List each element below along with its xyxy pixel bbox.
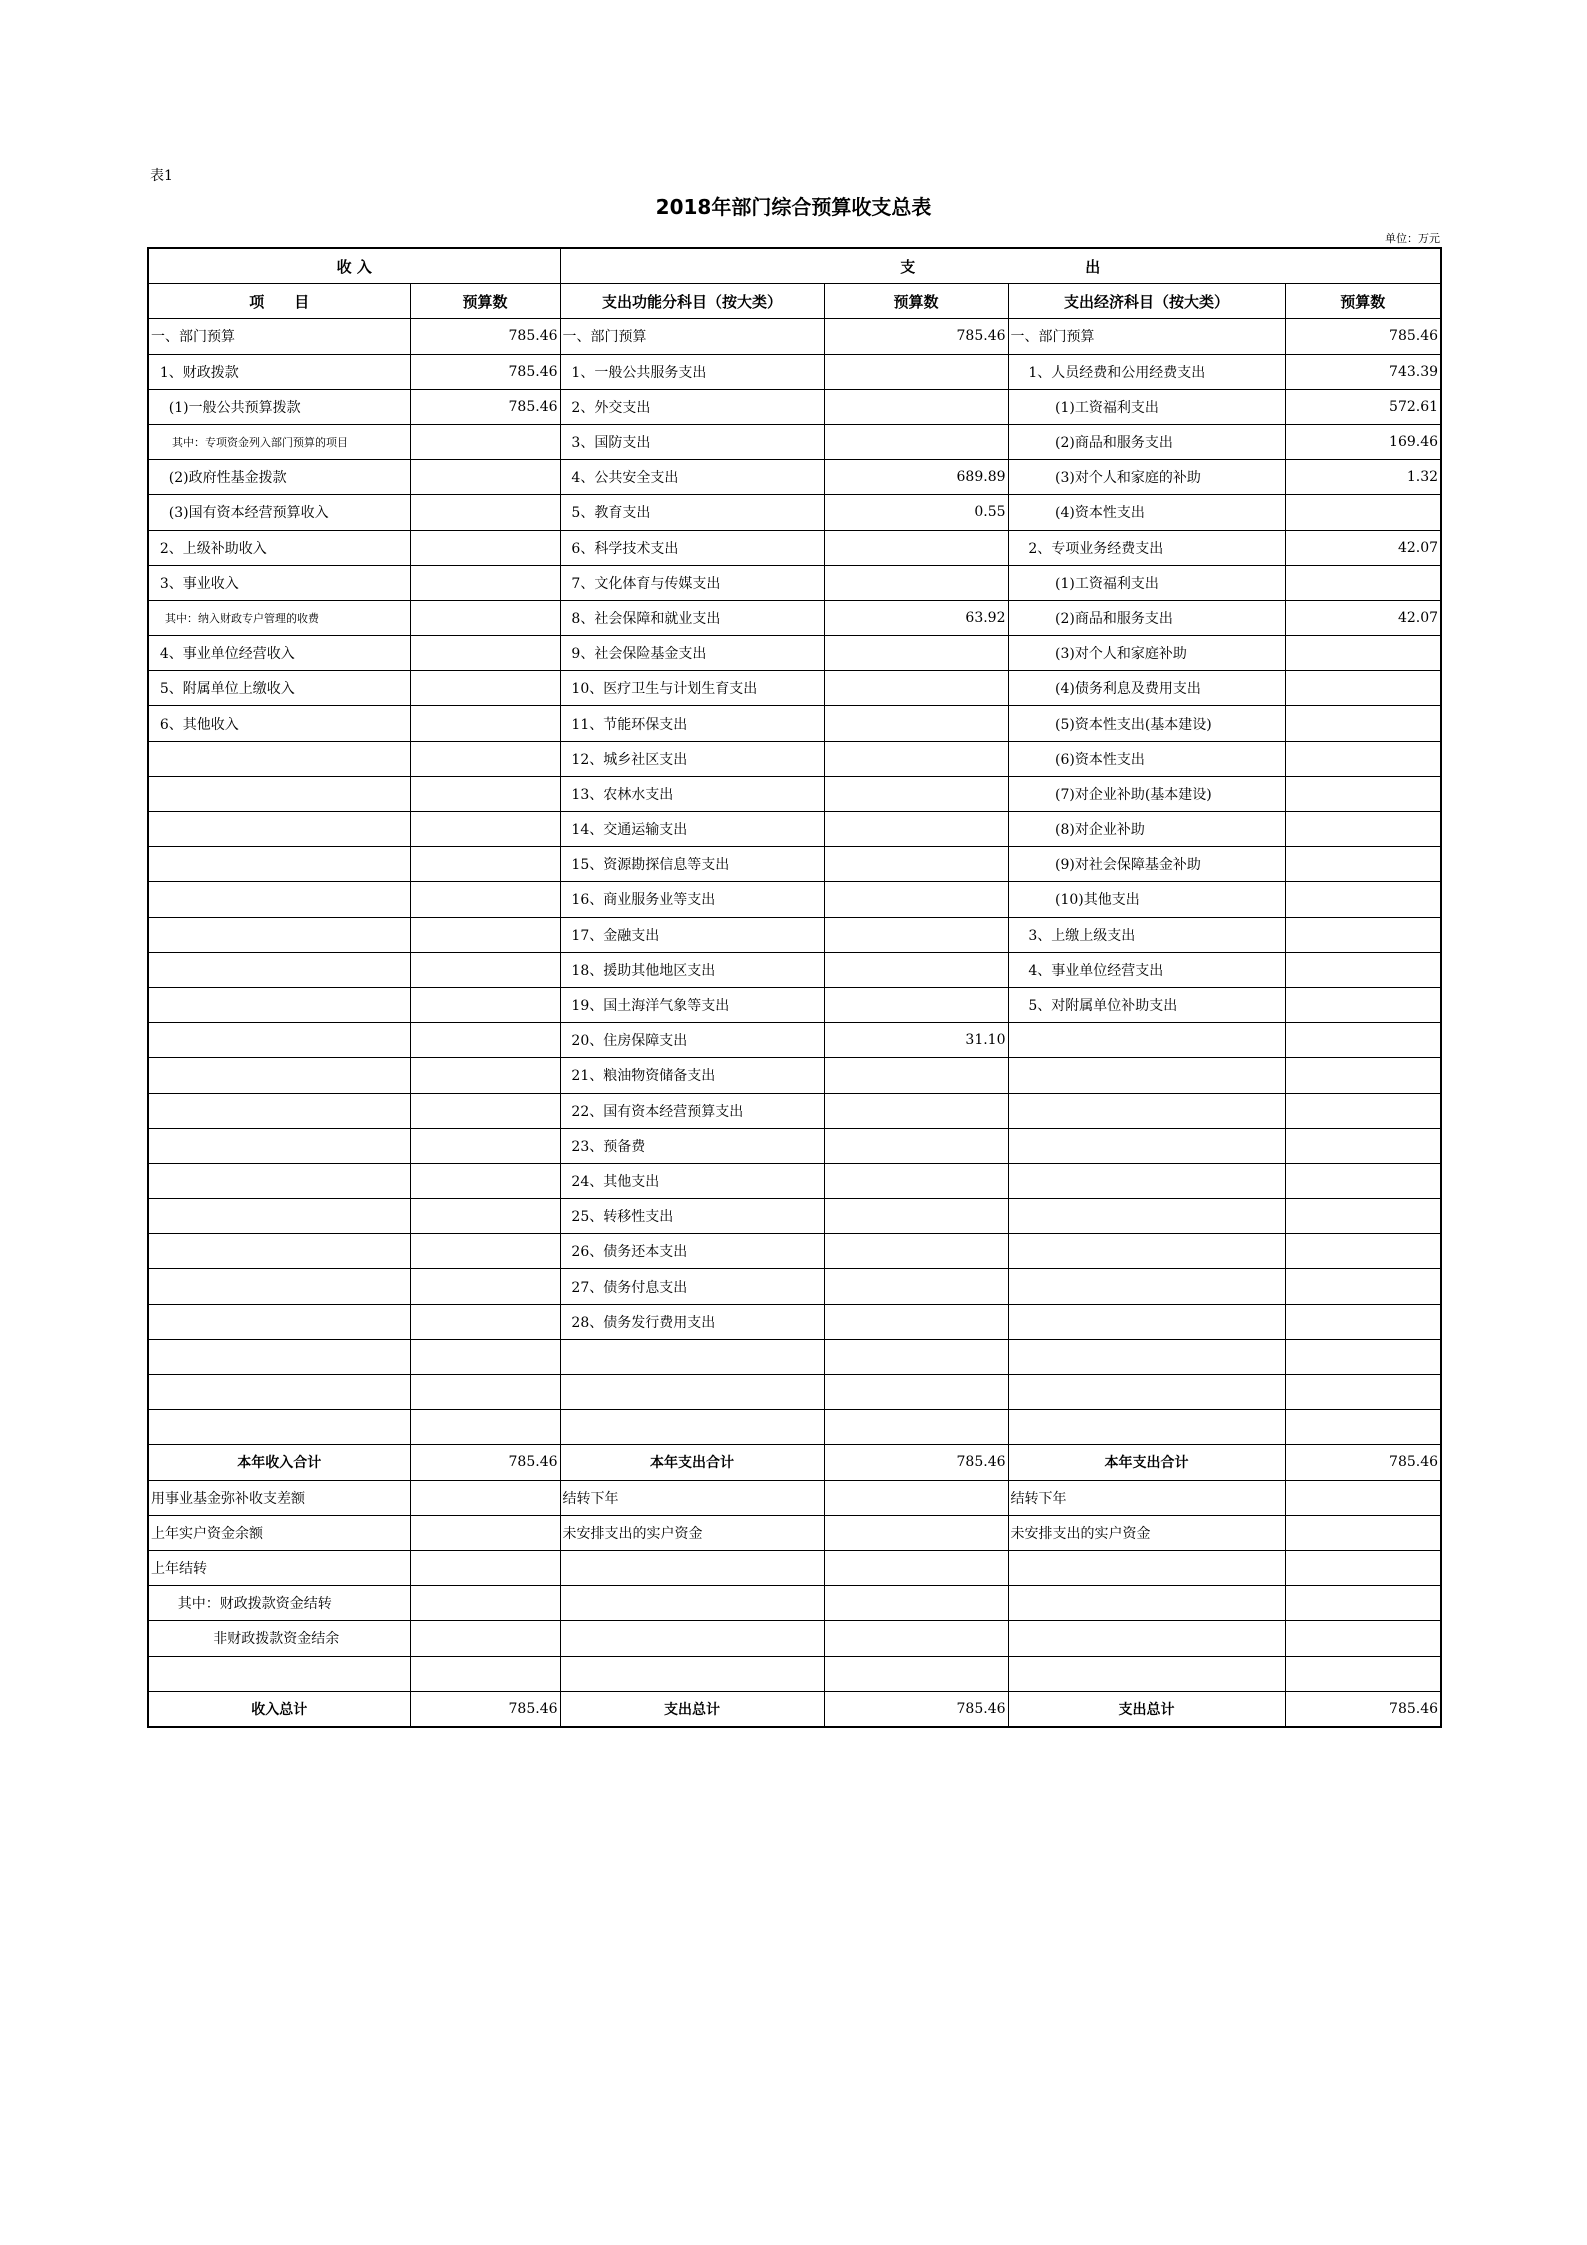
table-cell <box>148 1234 410 1269</box>
table-cell <box>410 671 560 706</box>
table-cell: 16、商业服务业等支出 <box>560 882 824 917</box>
table-cell <box>410 1550 560 1585</box>
table-cell: (3)对个人和家庭补助 <box>1008 636 1285 671</box>
table-cell <box>1008 1656 1285 1691</box>
table-cell: 4、事业单位经营收入 <box>148 636 410 671</box>
table-cell: (9)对社会保障基金补助 <box>1008 847 1285 882</box>
table-cell <box>824 1269 1008 1304</box>
table-row <box>148 1375 1441 1410</box>
table-row <box>148 987 1441 1022</box>
table-cell: 13、农林水支出 <box>560 776 824 811</box>
table-cell: 31.10 <box>824 1023 1008 1058</box>
table-cell: 上年实户资金余额 <box>148 1515 410 1550</box>
table-row <box>148 1586 1441 1621</box>
expense-group-header-left: 支 <box>900 257 916 276</box>
table-cell <box>824 1480 1008 1515</box>
table-cell: 其中：纳入财政专户管理的收费 <box>148 600 410 635</box>
table-cell <box>410 952 560 987</box>
table-cell <box>1285 1586 1441 1621</box>
table-cell <box>148 1375 410 1410</box>
table-cell <box>1285 1304 1441 1339</box>
table-row <box>148 1304 1441 1339</box>
table-row <box>148 636 1441 671</box>
table-cell: 4、事业单位经营支出 <box>1008 952 1285 987</box>
table-cell: 14、交通运输支出 <box>560 812 824 847</box>
table-cell <box>410 1058 560 1093</box>
expense-group-header-right: 出 <box>1085 257 1101 276</box>
table-cell <box>410 495 560 530</box>
table-cell <box>410 882 560 917</box>
table-cell: 785.46 <box>824 319 1008 354</box>
table-cell <box>410 706 560 741</box>
table-cell <box>410 636 560 671</box>
table-cell <box>824 671 1008 706</box>
table-row <box>148 530 1441 565</box>
table-cell: 未安排支出的实户资金 <box>1008 1515 1285 1550</box>
table-cell: 26、债务还本支出 <box>560 1234 824 1269</box>
table-cell: 785.46 <box>410 1445 560 1480</box>
table-cell <box>410 1304 560 1339</box>
table-cell <box>1008 1093 1285 1128</box>
table-cell <box>148 741 410 776</box>
table-cell <box>1285 636 1441 671</box>
table-cell: 2、上级补助收入 <box>148 530 410 565</box>
table-cell <box>1285 847 1441 882</box>
table-cell <box>1285 1163 1441 1198</box>
table-cell <box>1285 776 1441 811</box>
table-row <box>148 460 1441 495</box>
table-cell: 非财政拨款资金结余 <box>148 1621 410 1656</box>
table-cell: 5、附属单位上缴收入 <box>148 671 410 706</box>
table-cell: 未安排支出的实户资金 <box>560 1515 824 1550</box>
table-cell: 其中：财政拨款资金结转 <box>148 1586 410 1621</box>
table-cell <box>1285 1023 1441 1058</box>
table-cell: (1)一般公共预算拨款 <box>148 389 410 424</box>
table-row <box>148 1410 1441 1445</box>
table-cell: 结转下年 <box>560 1480 824 1515</box>
table-row <box>148 917 1441 952</box>
table-row <box>148 424 1441 459</box>
table-cell <box>148 812 410 847</box>
table-cell: 本年支出合计 <box>560 1445 824 1480</box>
table-cell: 42.07 <box>1285 600 1441 635</box>
table-cell <box>1008 1375 1285 1410</box>
table-cell: 收入总计 <box>148 1691 410 1727</box>
table-cell: 785.46 <box>410 389 560 424</box>
table-row <box>148 1339 1441 1374</box>
table-cell: 785.46 <box>410 354 560 389</box>
table-cell <box>410 741 560 776</box>
table-cell <box>148 987 410 1022</box>
table-row <box>148 1656 1441 1691</box>
table-cell <box>148 776 410 811</box>
table-cell: 17、金融支出 <box>560 917 824 952</box>
table-cell <box>1008 1199 1285 1234</box>
table-cell: 结转下年 <box>1008 1480 1285 1515</box>
table-cell <box>824 1128 1008 1163</box>
table-row <box>148 600 1441 635</box>
table-cell <box>148 1128 410 1163</box>
table-cell: (2)商品和服务支出 <box>1008 600 1285 635</box>
table-cell <box>824 776 1008 811</box>
table-cell <box>410 530 560 565</box>
table-cell: (2)政府性基金拨款 <box>148 460 410 495</box>
table-cell: 4、公共安全支出 <box>560 460 824 495</box>
table-cell <box>148 1023 410 1058</box>
table-cell <box>824 847 1008 882</box>
table-cell: 5、对附属单位补助支出 <box>1008 987 1285 1022</box>
table-cell <box>1008 1586 1285 1621</box>
table-row <box>148 319 1441 354</box>
table-cell <box>1008 1234 1285 1269</box>
table-row <box>148 1515 1441 1550</box>
table-cell <box>148 847 410 882</box>
column-header-item: 项 目 <box>148 284 410 319</box>
table-cell <box>1285 671 1441 706</box>
table-cell <box>1285 741 1441 776</box>
column-header-economic-subject: 支出经济科目（按大类） <box>1008 284 1285 319</box>
table-cell <box>148 882 410 917</box>
table-cell: 15、资源勘探信息等支出 <box>560 847 824 882</box>
table-cell <box>824 1093 1008 1128</box>
table-cell: 169.46 <box>1285 424 1441 459</box>
column-header-row <box>148 284 1441 319</box>
table-cell <box>1008 1550 1285 1585</box>
table-cell: 63.92 <box>824 600 1008 635</box>
table-cell: 1、人员经费和公用经费支出 <box>1008 354 1285 389</box>
table-cell: 785.46 <box>410 1691 560 1727</box>
table-cell <box>824 389 1008 424</box>
table-cell <box>410 1586 560 1621</box>
table-cell <box>1008 1410 1285 1445</box>
table-cell: 42.07 <box>1285 530 1441 565</box>
table-cell: 3、事业收入 <box>148 565 410 600</box>
table-cell <box>1285 1128 1441 1163</box>
table-cell <box>1285 1093 1441 1128</box>
table-cell <box>824 812 1008 847</box>
table-cell: 11、节能环保支出 <box>560 706 824 741</box>
table-cell <box>410 1023 560 1058</box>
column-header-function-subject: 支出功能分科目（按大类） <box>560 284 824 319</box>
expense-group-header <box>560 248 1441 284</box>
table-cell <box>148 1058 410 1093</box>
table-cell: 785.46 <box>410 319 560 354</box>
table-cell: 2、专项业务经费支出 <box>1008 530 1285 565</box>
column-header-budget: 预算数 <box>824 284 1008 319</box>
table-cell: (4)债务利息及费用支出 <box>1008 671 1285 706</box>
table-cell <box>410 812 560 847</box>
table-cell: (3)对个人和家庭的补助 <box>1008 460 1285 495</box>
table-row <box>148 776 1441 811</box>
table-cell <box>560 1375 824 1410</box>
table-cell: 9、社会保险基金支出 <box>560 636 824 671</box>
table-cell: (6)资本性支出 <box>1008 741 1285 776</box>
table-cell <box>148 1339 410 1374</box>
table-cell: 一、部门预算 <box>560 319 824 354</box>
table-row <box>148 812 1441 847</box>
table-cell <box>824 530 1008 565</box>
table-cell <box>1285 1621 1441 1656</box>
table-cell <box>410 1515 560 1550</box>
page-title: 2018年部门综合预算收支总表 <box>655 195 932 219</box>
table-cell <box>410 1375 560 1410</box>
table-cell: 21、粮油物资储备支出 <box>560 1058 824 1093</box>
table-cell <box>824 1199 1008 1234</box>
table-cell <box>410 847 560 882</box>
table-cell: (7)对企业补助(基本建设) <box>1008 776 1285 811</box>
table-cell <box>824 354 1008 389</box>
table-cell: 上年结转 <box>148 1550 410 1585</box>
table-cell: 20、住房保障支出 <box>560 1023 824 1058</box>
table-cell: 785.46 <box>1285 319 1441 354</box>
table-cell <box>148 1199 410 1234</box>
table-row <box>148 1691 1441 1727</box>
table-row <box>148 1550 1441 1585</box>
table-cell <box>410 1339 560 1374</box>
table-cell <box>824 1234 1008 1269</box>
table-cell <box>824 917 1008 952</box>
table-cell <box>410 776 560 811</box>
table-cell <box>410 917 560 952</box>
table-cell: (2)商品和服务支出 <box>1008 424 1285 459</box>
table-cell <box>410 1269 560 1304</box>
table-row <box>148 1058 1441 1093</box>
table-cell: (1)工资福利支出 <box>1008 389 1285 424</box>
table-cell <box>824 1550 1008 1585</box>
table-cell <box>410 600 560 635</box>
table-cell: 27、债务付息支出 <box>560 1269 824 1304</box>
table-cell <box>1285 1375 1441 1410</box>
table-cell: 689.89 <box>824 460 1008 495</box>
table-cell: 本年支出合计 <box>1008 1445 1285 1480</box>
table-cell <box>824 1586 1008 1621</box>
table-row <box>148 1163 1441 1198</box>
table-cell: 7、文化体育与传媒支出 <box>560 565 824 600</box>
table-cell <box>148 1304 410 1339</box>
table-cell <box>824 1621 1008 1656</box>
table-cell: 5、教育支出 <box>560 495 824 530</box>
table-cell <box>824 1058 1008 1093</box>
table-cell <box>1285 1234 1441 1269</box>
table-cell <box>1008 1621 1285 1656</box>
table-cell <box>148 1656 410 1691</box>
table-cell: 1、财政拨款 <box>148 354 410 389</box>
unit-label: 单位：万元 <box>1385 232 1440 245</box>
table-cell <box>1285 1199 1441 1234</box>
table-cell: 用事业基金弥补收支差额 <box>148 1480 410 1515</box>
table-row <box>148 706 1441 741</box>
table-cell <box>824 706 1008 741</box>
table-cell <box>1285 495 1441 530</box>
table-cell: 785.46 <box>824 1691 1008 1727</box>
table-cell <box>410 1410 560 1445</box>
table-cell <box>1008 1163 1285 1198</box>
table-cell <box>1285 917 1441 952</box>
table-cell: 3、上缴上级支出 <box>1008 917 1285 952</box>
table-cell <box>410 1199 560 1234</box>
table-cell: (3)国有资本经营预算收入 <box>148 495 410 530</box>
table-row <box>148 741 1441 776</box>
table-cell: (8)对企业补助 <box>1008 812 1285 847</box>
table-cell: 8、社会保障和就业支出 <box>560 600 824 635</box>
table-cell <box>1285 987 1441 1022</box>
table-cell: 785.46 <box>1285 1445 1441 1480</box>
table-cell: 6、其他收入 <box>148 706 410 741</box>
table-cell: 2、外交支出 <box>560 389 824 424</box>
table-cell <box>148 1269 410 1304</box>
table-row <box>148 1093 1441 1128</box>
table-cell: 一、部门预算 <box>148 319 410 354</box>
table-cell: 本年收入合计 <box>148 1445 410 1480</box>
table-cell <box>148 952 410 987</box>
table-row <box>148 495 1441 530</box>
table-cell <box>824 987 1008 1022</box>
table-cell: (5)资本性支出(基本建设) <box>1008 706 1285 741</box>
table-cell <box>824 1656 1008 1691</box>
header-group-row <box>148 248 1441 284</box>
table-row <box>148 354 1441 389</box>
page-label: 表1 <box>150 168 173 184</box>
table-cell <box>410 1234 560 1269</box>
table-cell <box>824 952 1008 987</box>
table-row <box>148 952 1441 987</box>
table-cell: 1、一般公共服务支出 <box>560 354 824 389</box>
table-cell: 743.39 <box>1285 354 1441 389</box>
table-row <box>148 1269 1441 1304</box>
table-cell <box>824 1375 1008 1410</box>
table-cell: 785.46 <box>1285 1691 1441 1727</box>
table-cell <box>1285 952 1441 987</box>
table-cell <box>1285 1515 1441 1550</box>
table-cell <box>1285 1656 1441 1691</box>
table-cell <box>824 1339 1008 1374</box>
table-cell <box>1008 1128 1285 1163</box>
table-cell <box>1285 565 1441 600</box>
table-cell <box>1285 1410 1441 1445</box>
table-cell: 785.46 <box>824 1445 1008 1480</box>
table-cell <box>560 1339 824 1374</box>
table-cell: 572.61 <box>1285 389 1441 424</box>
table-cell <box>410 1480 560 1515</box>
column-header-budget: 预算数 <box>1285 284 1441 319</box>
table-cell <box>410 987 560 1022</box>
table-cell: 18、援助其他地区支出 <box>560 952 824 987</box>
table-cell <box>1008 1058 1285 1093</box>
table-cell <box>410 1093 560 1128</box>
table-cell <box>560 1550 824 1585</box>
table-cell <box>1008 1339 1285 1374</box>
table-cell <box>1285 1269 1441 1304</box>
table-cell: 10、医疗卫生与计划生育支出 <box>560 671 824 706</box>
table-row <box>148 1480 1441 1515</box>
table-cell: (1)工资福利支出 <box>1008 565 1285 600</box>
income-group-header: 收 入 <box>148 248 560 284</box>
table-cell <box>560 1656 824 1691</box>
table-row <box>148 882 1441 917</box>
table-cell <box>824 1515 1008 1550</box>
table-cell <box>1008 1304 1285 1339</box>
table-cell: 1.32 <box>1285 460 1441 495</box>
table-cell <box>410 1128 560 1163</box>
table-cell <box>1285 706 1441 741</box>
table-cell: 3、国防支出 <box>560 424 824 459</box>
table-cell: 23、预备费 <box>560 1128 824 1163</box>
table-row <box>148 389 1441 424</box>
table-cell <box>410 460 560 495</box>
table-cell <box>1285 1339 1441 1374</box>
table-cell <box>1285 1058 1441 1093</box>
table-row <box>148 1445 1441 1480</box>
table-cell <box>560 1410 824 1445</box>
table-cell <box>1285 1550 1441 1585</box>
table-row <box>148 1199 1441 1234</box>
table-cell <box>148 917 410 952</box>
table-row <box>148 847 1441 882</box>
table-cell <box>824 1304 1008 1339</box>
table-row <box>148 565 1441 600</box>
table-cell <box>560 1586 824 1621</box>
table-cell <box>1008 1269 1285 1304</box>
table-cell: 0.55 <box>824 495 1008 530</box>
table-cell: 6、科学技术支出 <box>560 530 824 565</box>
table-cell: 一、部门预算 <box>1008 319 1285 354</box>
table-cell <box>1285 882 1441 917</box>
table-cell <box>1008 1023 1285 1058</box>
table-cell <box>410 424 560 459</box>
table-cell <box>148 1410 410 1445</box>
table-cell: 25、转移性支出 <box>560 1199 824 1234</box>
table-cell <box>824 636 1008 671</box>
column-header-budget: 预算数 <box>410 284 560 319</box>
table-cell: 28、债务发行费用支出 <box>560 1304 824 1339</box>
table-cell <box>410 1656 560 1691</box>
table-cell <box>410 565 560 600</box>
table-row <box>148 1621 1441 1656</box>
table-cell <box>824 1410 1008 1445</box>
table-cell <box>824 565 1008 600</box>
table-row <box>148 1128 1441 1163</box>
table-cell: 24、其他支出 <box>560 1163 824 1198</box>
table-cell: 22、国有资本经营预算支出 <box>560 1093 824 1128</box>
table-cell <box>560 1621 824 1656</box>
table-cell: (4)资本性支出 <box>1008 495 1285 530</box>
table-cell: 12、城乡社区支出 <box>560 741 824 776</box>
table-cell <box>148 1093 410 1128</box>
table-cell: 支出总计 <box>1008 1691 1285 1727</box>
table-cell <box>1285 812 1441 847</box>
table-cell <box>824 741 1008 776</box>
table-cell: 支出总计 <box>560 1691 824 1727</box>
table-row <box>148 1023 1441 1058</box>
table-cell <box>1285 1480 1441 1515</box>
table-body <box>148 248 1441 1727</box>
table-cell <box>824 424 1008 459</box>
table-row <box>148 671 1441 706</box>
table-row <box>148 1234 1441 1269</box>
table-cell <box>148 1163 410 1198</box>
table-cell <box>410 1163 560 1198</box>
table-cell: 其中：专项资金列入部门预算的项目 <box>148 424 410 459</box>
table-cell <box>410 1621 560 1656</box>
table-cell <box>824 882 1008 917</box>
table-cell <box>824 1163 1008 1198</box>
table-cell: 19、国土海洋气象等支出 <box>560 987 824 1022</box>
table-cell: (10)其他支出 <box>1008 882 1285 917</box>
budget-summary-table <box>147 247 1442 1728</box>
